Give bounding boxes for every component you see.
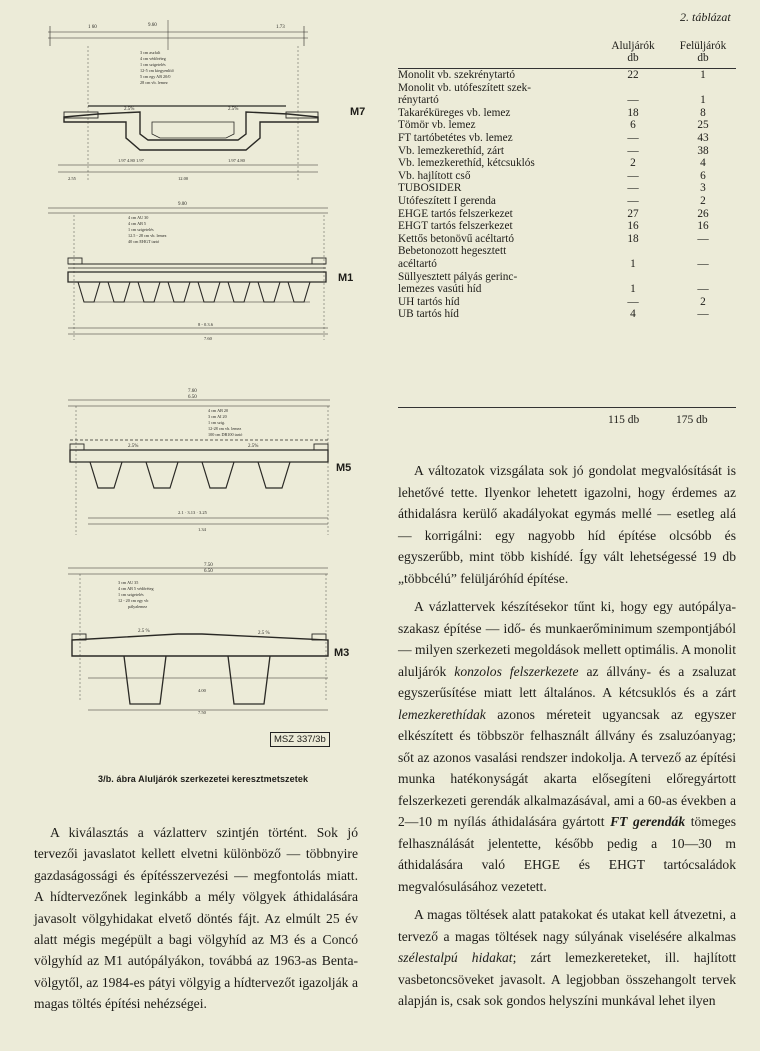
table-row [398, 132, 736, 145]
row-underpass-count: — [627, 295, 639, 308]
svg-text:28 cm vb. lemez: 28 cm vb. lemez [140, 80, 168, 85]
header-overpasses: Felüljárók db [670, 40, 736, 69]
row-underpass-count: 1 [630, 283, 636, 296]
cross-section-figure [28, 10, 366, 800]
row-underpass-count: — [627, 182, 639, 195]
figure-caption: 3/b. ábra Aluljárók szerkezetei keresztmetszetek [98, 774, 309, 784]
p3-text-a: A magas töltések alatt patakokat és utakat kell átvezetni, a tervező a magas töltések nagy súlyának viselésére alkalmas [398, 907, 736, 944]
svg-text:3 cm AU 35: 3 cm AU 35 [118, 580, 139, 585]
row-underpass-count: — [627, 194, 639, 207]
m3-drawing [68, 563, 328, 715]
svg-text:12.5 - 28 cm vb. lemez: 12.5 - 28 cm vb. lemez [128, 233, 167, 238]
row-underpass-count: 2 [630, 157, 636, 170]
p3-emphasis: szélestalpú hidakat [398, 950, 513, 965]
svg-text:2.55: 2.55 [68, 176, 76, 181]
row-structure-type: Kettős betonövű acéltartó [398, 232, 515, 245]
row-overpass-count: 8 [700, 106, 706, 119]
row-structure-type: UH tartós híd [398, 295, 460, 308]
svg-text:4 cm védőréteg: 4 cm védőréteg [140, 56, 166, 61]
right-paragraph-2 [398, 596, 736, 897]
svg-text:4 cm AU 30: 4 cm AU 30 [128, 215, 149, 220]
row-overpass-count: — [697, 308, 709, 321]
table-row [398, 119, 736, 132]
left-paragraph-1: A kiválasztás a vázlatterv szintjén történt. Sok jó tervezői javaslatot kellett elvetni különböző — többnyire gazdaságossági és építésszervezési — megfontolás miatt. A hídtervezőnek leginkább a mély völgyek áthidalására javasolt völgyhidakat elvető döntés fájt. Az elmúlt 25 év alatt mégis megépült a bagi völgyhíd az M3 és a Concó völgyhíd az M1 autópályákon, továbbá az 1963-as Benta-völgytől, az 1984-es pátyi völgyig a hídtervezőt igazolják a magas töltés építési nehézségei. [34, 825, 358, 1012]
svg-text:2.5%: 2.5% [128, 444, 139, 449]
table-row [398, 170, 736, 183]
row-structure-type: Süllyesztett pályás gerinc- lemezes vasúti híd [398, 270, 518, 296]
table-row [398, 208, 736, 221]
right-paragraph-3 [398, 904, 736, 1012]
svg-text:7.50: 7.50 [198, 710, 206, 715]
table-row [398, 82, 736, 107]
svg-text:12.00: 12.00 [178, 176, 189, 181]
row-structure-type: Bebetonozott hegesztett acéltartó [398, 245, 507, 270]
svg-text:3 cm aszfalt: 3 cm aszfalt [140, 50, 161, 55]
row-structure-type: FT tartóbetétes vb. lemez [398, 131, 513, 144]
p2-text-d: tömeges felhasználását jelentette, később pedig a 10—30 m áthidalására való EHGE és EHGT tartócsaládok megvalósulásához vezetett. [398, 814, 736, 894]
svg-text:40 cm EHGT tartó: 40 cm EHGT tartó [128, 239, 160, 244]
svg-text:1 cm szigetelés: 1 cm szigetelés [140, 62, 166, 67]
p2-emphasis-1: konzolos felszerkezete [454, 663, 579, 679]
svg-text:4.00: 4.00 [198, 688, 206, 693]
bridge-type-table [398, 40, 736, 321]
svg-text:1.73: 1.73 [276, 25, 285, 30]
row-overpass-count: 38 [697, 144, 709, 157]
total-underpasses: 115 db [608, 414, 640, 426]
row-underpass-count: — [627, 144, 639, 157]
p3-text-b: ; zárt lemezkereteket, ill. hajlított vasbetoncsöveket javasolt. A legjobban összehangolt tervek alapján is, csak sok gondos helyszíni munkával lehet ilyen [398, 950, 736, 1008]
p2-text-a: A vázlattervek készítésekor tűnt ki, hogy egy autópálya-szakasz építése — idő- és munkaerőminimum szempontjából — milyen szerkezeti megoldások mellett optimális. A monolit aluljárók [398, 599, 736, 679]
table-row [398, 220, 736, 233]
row-overpass-count: 4 [700, 157, 706, 170]
row-overpass-count: 1 [700, 69, 706, 81]
table-row [398, 145, 736, 158]
m1-label: M1 [338, 272, 354, 284]
svg-text:9.00: 9.00 [178, 202, 187, 207]
row-overpass-count: 25 [697, 119, 709, 132]
p2-text-b: az állvány- és a zsaluzat egyszerűsítése miatt lett általános. A kétcsuklós és a zárt [398, 663, 737, 700]
svg-text:12-5 cm kiegyenlítő: 12-5 cm kiegyenlítő [140, 68, 174, 73]
svg-text:7.50: 7.50 [204, 563, 213, 568]
row-structure-type: Vb. lemezkerethíd, zárt [398, 144, 505, 157]
svg-text:2.5%: 2.5% [124, 107, 135, 112]
row-overpass-count: 26 [697, 207, 709, 220]
svg-text:1 cm szigetelés: 1 cm szigetelés [128, 227, 154, 232]
svg-text:5 cm egy AB 20/0: 5 cm egy AB 20/0 [140, 74, 171, 79]
row-underpass-count: 1 [630, 257, 636, 270]
row-structure-type: Utófeszített I gerenda [398, 194, 496, 207]
row-overpass-count: 6 [700, 169, 706, 182]
right-paragraph-1: A változatok vizsgálata sok jó gondolat megvalósítását is lehetővé tette. Ilyenkor lehetett igazolni, hogy érdemes az áthidalásra kerülő akadályokat egymás mellé — esetleg alá — korrigálni: egy nagyobb híd építése olcsóbb és egyszerűbb, mint több kishídé. Így vált lehetségessé 19 db „többcélú” felüljáróhíd építése. [398, 463, 736, 586]
svg-text:100 cm DB100 tartó: 100 cm DB100 tartó [208, 432, 243, 437]
row-overpass-count: — [697, 257, 709, 270]
table-row [398, 157, 736, 170]
table-row [398, 107, 736, 120]
row-underpass-count: 18 [627, 106, 639, 119]
row-underpass-count: 18 [627, 232, 639, 245]
row-overpass-count: — [697, 232, 709, 245]
svg-text:9.60: 9.60 [148, 23, 157, 28]
svg-text:1 cm szigetelés: 1 cm szigetelés [118, 592, 144, 597]
p2-emphasis-3: FT gerendák [610, 814, 686, 829]
row-underpass-count: 4 [630, 308, 636, 321]
row-underpass-count: — [627, 94, 639, 107]
m3-label: M3 [334, 647, 350, 659]
row-underpass-count: 27 [627, 207, 639, 220]
svg-text:2.1 · 3.13 · 3.25: 2.1 · 3.13 · 3.25 [178, 510, 207, 515]
svg-text:6.50: 6.50 [188, 395, 197, 400]
right-column-text [398, 460, 736, 1012]
table-row [398, 182, 736, 195]
svg-text:2.5 %: 2.5 % [138, 629, 150, 634]
row-underpass-count: 22 [627, 69, 639, 81]
row-overpass-count: 43 [697, 131, 709, 144]
row-overpass-count: 16 [697, 220, 709, 233]
svg-text:1 60: 1 60 [88, 25, 97, 30]
header-underpasses: Aluljárók db [596, 40, 670, 69]
svg-text:2.5 %: 2.5 % [258, 631, 270, 636]
total-overpasses: 175 db [676, 414, 708, 426]
row-overpass-count: 1 [700, 94, 706, 107]
row-underpass-count: — [627, 131, 639, 144]
svg-text:7.60: 7.60 [204, 336, 212, 341]
p2-text-c: azonos méreteit ugyancsak az egyszer elkészített és többször felhasznált állvány és zsaluzóanyag; sőt az azonos vasalási rendszer indokolja. A tervező az építési munka hatékonyságát akarta elősegíteni előregyártott felszerkezeti gerendák alkalmazásával, ami a 60-as években a 2—10 m nyílás áthidalására gyártott [398, 706, 736, 829]
m1-drawing [48, 202, 328, 341]
row-structure-type: Vb. hajlított cső [398, 169, 471, 182]
table-row [398, 296, 736, 309]
svg-text:1 cm szig.: 1 cm szig. [208, 420, 226, 425]
m5-drawing [68, 389, 330, 535]
row-overpass-count: — [697, 283, 709, 296]
table-number: 2. táblázat [680, 10, 731, 24]
row-structure-type: EHGE tartós felszerkezet [398, 207, 513, 220]
cross-section-drawings [28, 10, 358, 800]
table-body [398, 69, 736, 321]
table-row [398, 195, 736, 208]
m5-label: M5 [336, 462, 352, 474]
svg-text:4 cm AB 5 védőréteg: 4 cm AB 5 védőréteg [118, 586, 154, 591]
row-structure-type: Takaréküreges vb. lemez [398, 106, 511, 119]
svg-text:12-28 cm vb. lemez: 12-28 cm vb. lemez [208, 426, 242, 431]
svg-text:8 - 0.3.6: 8 - 0.3.6 [198, 322, 213, 327]
row-structure-type: EHGT tartós felszerkezet [398, 220, 513, 233]
svg-text:7.60: 7.60 [188, 389, 197, 394]
table-row [398, 69, 736, 82]
svg-text:1.97 4.80: 1.97 4.80 [228, 158, 245, 163]
row-structure-type: UB tartós híd [398, 308, 459, 321]
svg-text:4 cm AB 5: 4 cm AB 5 [128, 221, 147, 226]
row-overpass-count: 3 [700, 182, 706, 195]
standard-stamp: MSZ 337/3b [270, 732, 330, 747]
p2-emphasis-2: lemezkerethídak [398, 706, 486, 722]
row-structure-type: Monolit vb. szekrénytartó [398, 69, 516, 81]
table-row [398, 245, 736, 270]
row-structure-type: Tömör vb. lemez [398, 119, 476, 132]
row-underpass-count: 16 [627, 220, 639, 233]
svg-text:4 cm AB 20: 4 cm AB 20 [208, 408, 229, 413]
table-row [398, 308, 736, 321]
row-structure-type: TUBOSIDER [398, 182, 462, 195]
svg-text:pályalemez: pályalemez [128, 604, 148, 609]
svg-text:2.5%: 2.5% [248, 444, 259, 449]
svg-text:3 cm AI 20: 3 cm AI 20 [208, 414, 227, 419]
table-totals [398, 407, 736, 426]
svg-text:1.97 4.80 1.97: 1.97 4.80 1.97 [118, 158, 144, 163]
svg-text:6.50: 6.50 [204, 569, 213, 574]
table-header-row [398, 40, 736, 69]
svg-text:2.5%: 2.5% [228, 107, 239, 112]
row-underpass-count: — [627, 169, 639, 182]
row-underpass-count: 6 [630, 119, 636, 132]
row-structure-type: Monolit vb. utófeszített szek- rénytartó [398, 81, 532, 107]
m7-label: M7 [350, 106, 366, 118]
row-overpass-count: 2 [700, 295, 706, 308]
left-column-text [34, 822, 358, 1015]
svg-text:12 - 20 cm egy vb: 12 - 20 cm egy vb [118, 598, 149, 603]
row-overpass-count: 2 [700, 194, 706, 207]
table-row [398, 271, 736, 296]
row-structure-type: Vb. lemezkerethíd, kétcsuklós [398, 157, 535, 170]
m7-drawing [48, 20, 318, 181]
svg-text:1.34: 1.34 [198, 527, 206, 532]
table-row [398, 233, 736, 246]
